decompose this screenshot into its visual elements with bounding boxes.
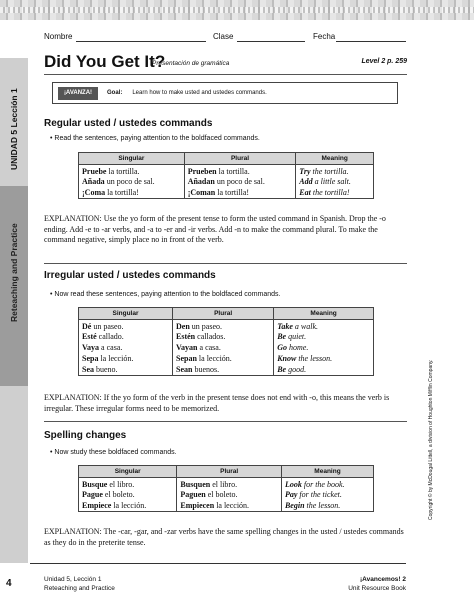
section-heading-spelling: Spelling changes <box>44 430 127 441</box>
explanation-irregular: EXPLANATION: If the yo form of the verb in the present tense does not end with -o, this means the verb is irregular. These irregular forms need to be memorized. <box>44 393 390 413</box>
table-cell: Añada un poco de sal. <box>79 176 185 187</box>
table-cell: Eat the tortilla! <box>296 187 374 198</box>
sidebar-unit-label: UNIDAD 5 Lección 1 <box>9 88 19 170</box>
table-cell: Busque el libro. <box>79 478 177 490</box>
table-cell: Be quiet. <box>274 331 374 342</box>
table-header-row <box>79 153 374 165</box>
table-cell: Take a walk. <box>274 320 374 332</box>
footer-rule <box>30 563 406 564</box>
table-row <box>79 500 374 511</box>
table-header-row <box>79 308 374 320</box>
fecha-line <box>336 41 406 42</box>
table-header-row <box>79 466 374 478</box>
copyright-notice: Copyright © by McDougal Littell, a division of Houghton Mifflin Company. <box>428 359 434 520</box>
instruction-spelling: • Now study these boldfaced commands. <box>50 449 177 456</box>
explanation-spelling: EXPLANATION: The -car, -gar, and -zar verbs have the same spelling changes in the usted / ustedes commands as they do in the preterite tense. <box>44 527 404 547</box>
column-header: Meaning <box>296 153 374 165</box>
footer-left: Unidad 5, Lección 1 Reteaching and Practice <box>44 576 115 592</box>
table-row <box>79 342 374 353</box>
page-title: Did You Get It? <box>44 52 166 71</box>
table-cell: Prueben la tortilla. <box>184 165 296 177</box>
clase-line <box>237 41 305 42</box>
table-cell: Den un paseo. <box>173 320 274 332</box>
table-row <box>79 331 374 342</box>
section-rule <box>44 421 407 422</box>
column-header: Meaning <box>281 466 373 478</box>
instruction-regular: • Read the sentences, paying attention to the boldfaced commands. <box>50 135 260 142</box>
table-row <box>79 320 374 332</box>
page-number: 4 <box>6 578 12 589</box>
avanza-badge: ¡AVANZA! <box>58 87 98 100</box>
table-cell: Empiecen la lección. <box>177 500 282 511</box>
column-header: Plural <box>184 153 296 165</box>
section-heading-regular: Regular usted / ustedes commands <box>44 118 213 129</box>
table-cell: Pruebe la tortilla. <box>79 165 185 177</box>
table-row <box>79 364 374 375</box>
column-header: Singular <box>79 308 173 320</box>
table-cell: Sean buenos. <box>173 364 274 375</box>
table-spelling <box>78 465 374 512</box>
table-cell: Try the tortilla. <box>296 165 374 177</box>
table-cell: Pay for the ticket. <box>281 489 373 500</box>
clase-label: Clase <box>213 32 234 41</box>
fecha-label: Fecha <box>313 32 336 41</box>
table-cell: Busquen el libro. <box>177 478 282 490</box>
table-row <box>79 187 374 198</box>
table-cell: Esté callado. <box>79 331 173 342</box>
table-cell: Vayan a casa. <box>173 342 274 353</box>
table-cell: Look for the book. <box>281 478 373 490</box>
column-header: Singular <box>79 466 177 478</box>
table-cell: Sepan la lección. <box>173 353 274 364</box>
level-reference: Level 2 p. 259 <box>361 58 407 65</box>
column-header: Singular <box>79 153 185 165</box>
table-regular <box>78 152 374 199</box>
table-cell: Know the lesson. <box>274 353 374 364</box>
column-header: Plural <box>177 466 282 478</box>
title-rule <box>44 74 407 75</box>
column-header: Plural <box>173 308 274 320</box>
instruction-irregular: • Now read these sentences, paying attention to the boldfaced commands. <box>50 291 281 298</box>
footer-right: ¡Avancemos! 2 Unit Resource Book <box>348 576 406 592</box>
explanation-regular: EXPLANATION: Use the yo form of the present tense to form the usted command in Spanish. Drop the -o ending. Add -e to -ar verbs, and -a to -er and -ir verbs. Add -n to make the command plural. To make the command negative, simply place no in front of the verb. <box>44 214 386 244</box>
table-cell: Go home. <box>274 342 374 353</box>
goal-text: Goal: Learn how to make usted and ustedes commands. <box>107 90 267 96</box>
table-cell: Paguen el boleto. <box>177 489 282 500</box>
table-cell: ¡Coma la tortilla! <box>79 187 185 198</box>
section-heading-irregular: Irregular usted / ustedes commands <box>44 270 216 281</box>
table-row <box>79 165 374 177</box>
table-cell: Vaya a casa. <box>79 342 173 353</box>
table-cell: Pague el boleto. <box>79 489 177 500</box>
nombre-label: Nombre <box>44 32 73 41</box>
table-cell: Empiece la lección. <box>79 500 177 511</box>
decorative-band <box>0 0 474 20</box>
table-row <box>79 489 374 500</box>
table-cell: Estén callados. <box>173 331 274 342</box>
table-row <box>79 353 374 364</box>
table-row <box>79 176 374 187</box>
table-cell: Add a little salt. <box>296 176 374 187</box>
table-irregular <box>78 307 374 376</box>
nombre-line <box>76 41 206 42</box>
table-cell: Añadan un poco de sal. <box>184 176 296 187</box>
table-cell: Begin the lesson. <box>281 500 373 511</box>
page-subtitle: Presentación de gramática <box>152 60 230 67</box>
section-rule <box>44 263 407 264</box>
table-cell: ¡Coman la tortilla! <box>184 187 296 198</box>
column-header: Meaning <box>274 308 374 320</box>
table-row <box>79 478 374 490</box>
table-cell: Be good. <box>274 364 374 375</box>
table-cell: Dé un paseo. <box>79 320 173 332</box>
table-cell: Sepa la lección. <box>79 353 173 364</box>
sidebar-section-label: Reteaching and Practice <box>9 223 19 322</box>
table-cell: Sea bueno. <box>79 364 173 375</box>
